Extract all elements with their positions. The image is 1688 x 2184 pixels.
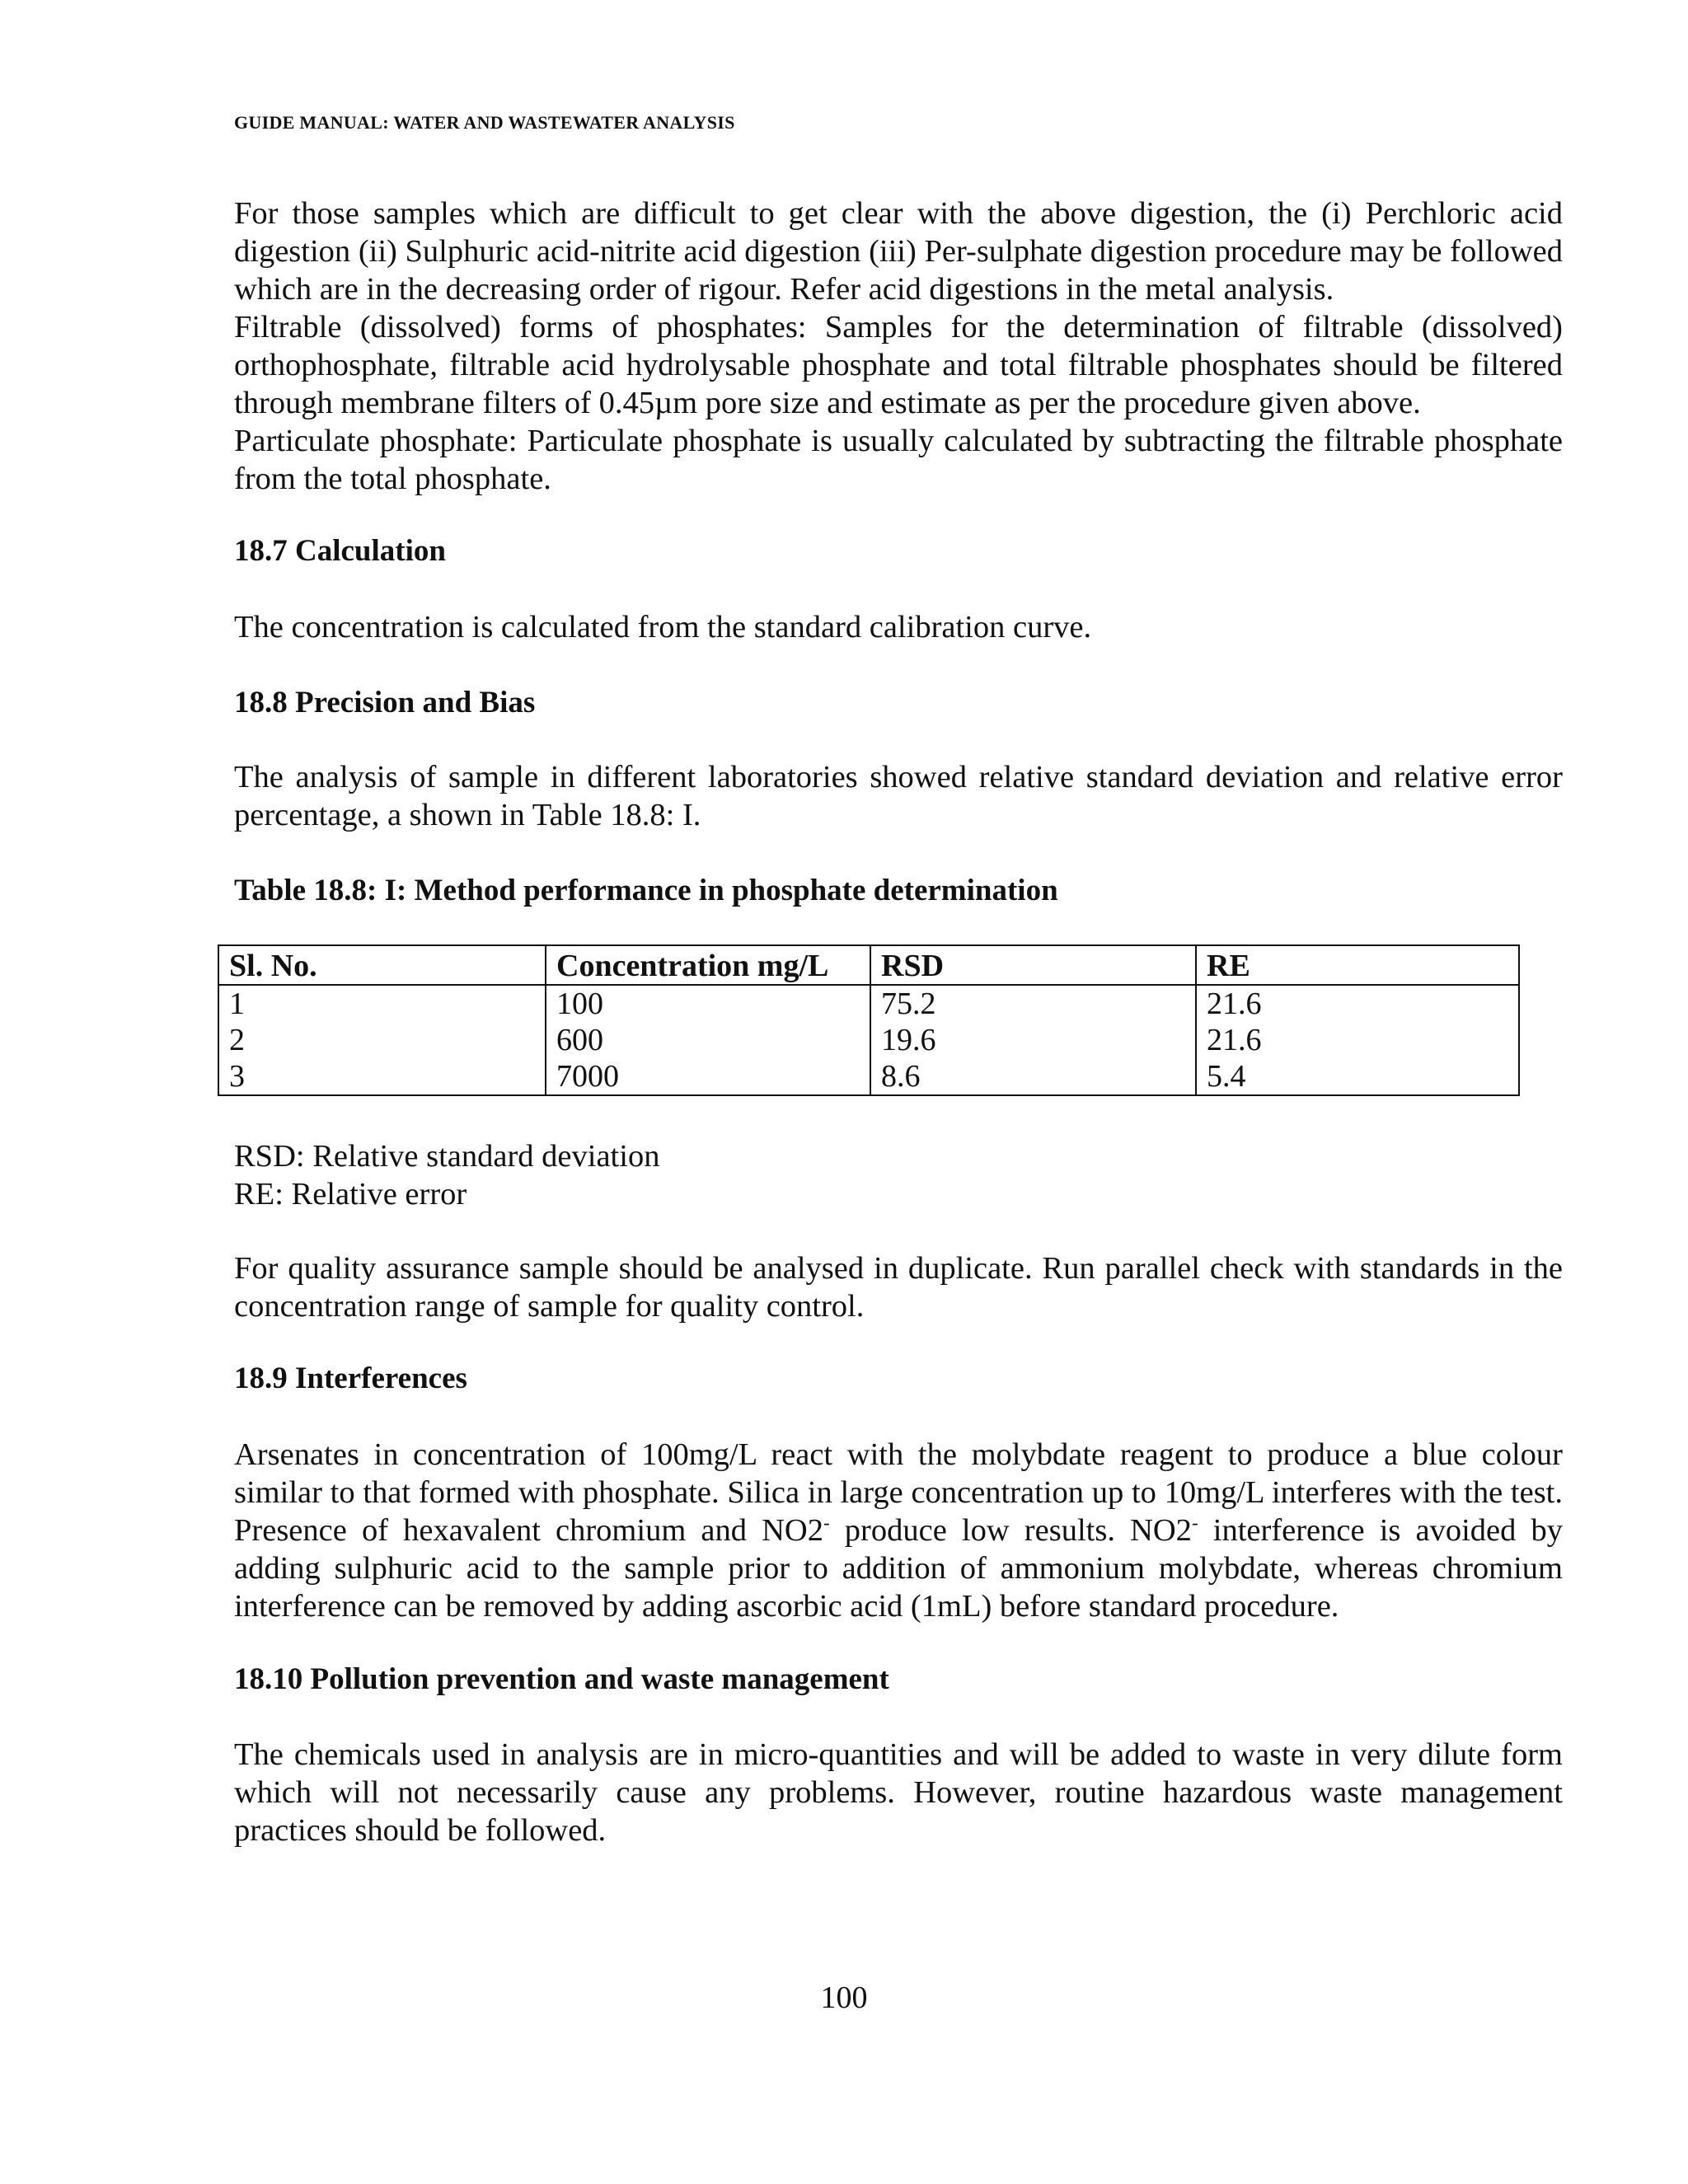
table-cell: 2 (218, 1022, 546, 1058)
quality-assurance-paragraph: For quality assurance sample should be analysed in duplicate. Run parallel check with standards in the concentration range of sample for quality control. (234, 1251, 1563, 1324)
table-header-row (218, 945, 1519, 985)
table-cell: 100 (546, 985, 870, 1022)
column-header: Sl. No. (218, 945, 546, 985)
heading-18-9: 18.9 Interferences (234, 1361, 467, 1395)
filtrable-paragraph: Filtrable (dissolved) forms of phosphates: Samples for the determination of filtrable (dissolved) orthophosphate, filtrable acid hydrolysable phosphate and total filtrable phosphates should be filtered through membrane filters of 0.45µm pore size and estimate as per the procedure given above. (234, 310, 1563, 420)
table-cell: 600 (546, 1022, 870, 1058)
table-row (218, 985, 1519, 1022)
table-cell: 21.6 (1196, 985, 1519, 1022)
table-row (218, 1058, 1519, 1095)
performance-table (218, 944, 1520, 1096)
interferences-paragraph (234, 1436, 1563, 1625)
table-cell: 5.4 (1196, 1058, 1519, 1095)
interferences-text-1: Arsenates in concentration of 100mg/L react with the molybdate reagent to produce a blue colour similar to that formed with phosphate. Silica in large concentration up to 10mg/L interferes with the test. Presence of hexavalent chromium and NO2 (234, 1437, 1563, 1548)
column-header: Concentration mg/L (546, 945, 870, 985)
interferences-text-2: produce low results. NO2 (829, 1513, 1192, 1548)
superscript-minus: - (823, 1511, 830, 1534)
particulate-paragraph: Particulate phosphate: Particulate phosphate is usually calculated by subtracting the filtrable phosphate from the total phosphate. (234, 424, 1563, 496)
table-cell: 21.6 (1196, 1022, 1519, 1058)
table-caption: Table 18.8: I: Method performance in phosphate determination (234, 874, 1058, 907)
calculation-paragraph: The concentration is calculated from the standard calibration curve. (234, 610, 1092, 644)
interferences-text-3: interference is avoided by adding sulphuric acid to the sample prior to addition of ammonium molybdate, whereas chromium interference can be removed by adding ascorbic acid (1mL) before standard procedure. (234, 1513, 1563, 1624)
page-number: 100 (820, 1980, 868, 2015)
table-notes (234, 1137, 659, 1213)
table-cell: 7000 (546, 1058, 870, 1095)
digestion-paragraph: For those samples which are difficult to get clear with the above digestion, the (i) Perchloric acid digestion (ii) Sulphuric acid-nitrite acid digestion (iii) Per-sulphate digestion procedure may be followed which are in the decreasing order of rigour. Refer acid digestions in the metal analysis. (234, 196, 1563, 307)
note-re: RE: Relative error (234, 1177, 467, 1212)
table-cell: 8.6 (870, 1058, 1196, 1095)
column-header: RSD (870, 945, 1196, 985)
column-header: RE (1196, 945, 1519, 985)
heading-18-8: 18.8 Precision and Bias (234, 686, 536, 719)
heading-18-10: 18.10 Pollution prevention and waste management (234, 1662, 889, 1696)
table-cell: 75.2 (870, 985, 1196, 1022)
precision-paragraph: The analysis of sample in different laboratories showed relative standard deviation and relative error percentage, a shown in Table 18.8: I. (234, 760, 1563, 832)
table-cell: 1 (218, 985, 546, 1022)
table-row (218, 1022, 1519, 1058)
heading-18-7: 18.7 Calculation (234, 534, 446, 568)
running-header: GUIDE MANUAL: WATER AND WASTEWATER ANALYSIS (234, 112, 735, 133)
note-rsd: RSD: Relative standard deviation (234, 1139, 660, 1174)
superscript-minus: - (1191, 1511, 1198, 1534)
table-cell: 3 (218, 1058, 546, 1095)
table-cell: 19.6 (870, 1022, 1196, 1058)
waste-management-paragraph: The chemicals used in analysis are in micro-quantities and will be added to waste in very dilute form which will not necessarily cause any problems. However, routine hazardous waste management practices should be followed. (234, 1737, 1563, 1848)
